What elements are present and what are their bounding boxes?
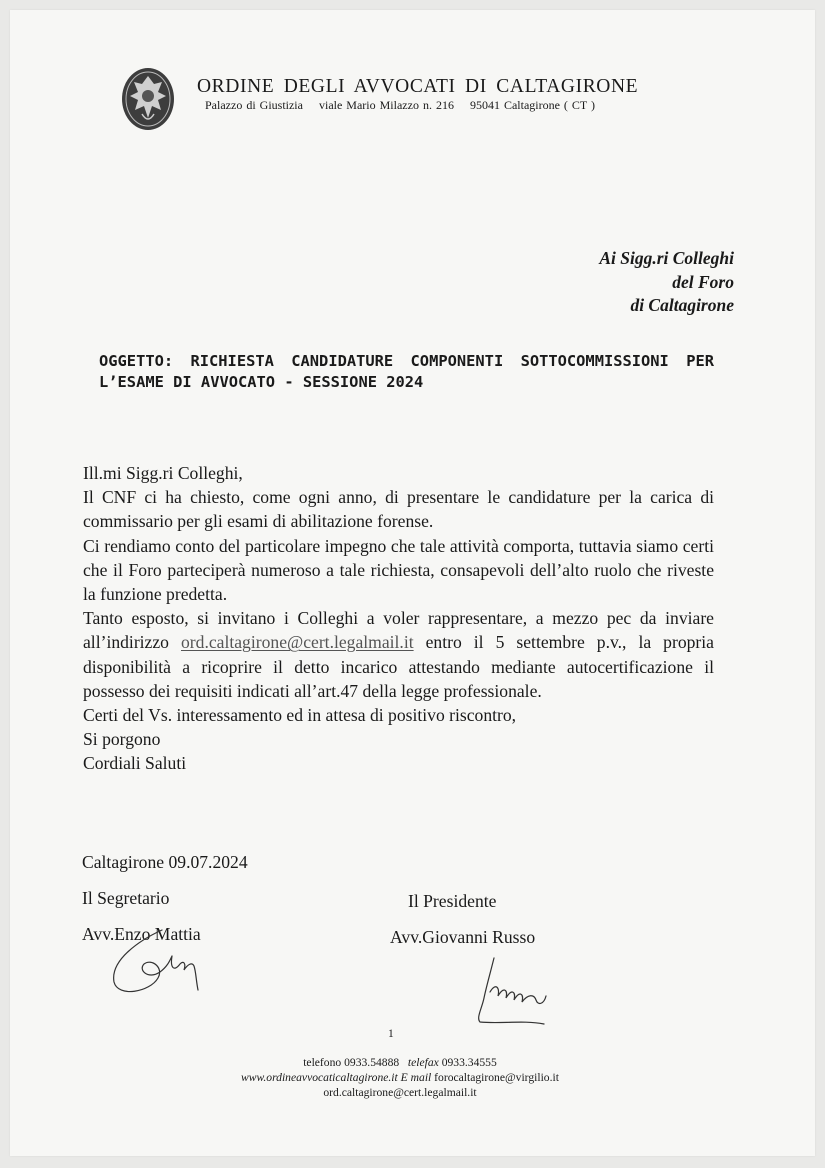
letter-body [83,461,714,776]
pec-email-link[interactable]: ord.caltagirone@cert.legalmail.it [181,632,414,653]
letter-date: Caltagirone 09.07.2024 [82,852,248,872]
recipient-line: di Caltagirone [630,295,734,315]
page-number: 1 [388,1028,394,1040]
footer-web-line [190,1070,610,1085]
organization-address [205,98,595,113]
president-signature-icon [460,952,570,1028]
organization-name: ORDINE DEGLI AVVOCATI DI CALTAGIRONE [197,76,639,97]
footer-pec-link[interactable]: ord.caltagirone@cert.legalmail.it [323,1086,477,1099]
address-street: viale Mario Milazzo n. 216 [318,98,454,112]
secretary-name: Avv.Enzo Mattia [82,924,201,944]
body-paragraph: Ci rendiamo conto del particolare impegno che tale attività comporta, tuttavia siamo certi che il Foro parteciperà numeroso a tale richiesta, consapevoli dell’alto ruolo che riveste la funzione predetta. [83,535,714,605]
email-label: E mail [400,1071,432,1084]
body-paragraph [83,606,714,703]
fax-label: telefax [407,1056,439,1069]
recipient-line: Ai Sigg.ri Colleghi [599,248,734,268]
paragraph-text: Tanto esposto, si invitano i Colleghi a voler rappresentare, a mezzo pec da inviare all’indirizzo [83,608,714,653]
phone-number: 0933.54888 [344,1056,400,1069]
letter-footer [190,1055,610,1100]
address-city: 95041 Caltagirone ( CT ) [469,98,596,112]
recipient-line: del Foro [672,271,734,292]
website-link[interactable]: www.ordineavvocaticaltagirone.it [241,1071,398,1084]
secretary-signature-icon [100,920,220,1000]
body-paragraph: Certi del Vs. interessamento ed in attesa di positivo riscontro, [83,705,517,726]
salutation: Ill.mi Sigg.ri Colleghi, [83,463,243,483]
footer-email-link[interactable]: forocaltagirone@virgilio.it [434,1071,559,1084]
fax-number: 0933.34555 [441,1056,497,1069]
address-building: Palazzo di Giustizia [205,98,303,112]
closing-line: Si porgono [83,729,161,750]
president-name: Avv.Giovanni Russo [390,927,536,947]
phone-label: telefono [303,1056,342,1069]
secretary-title: Il Segretario [82,888,170,908]
coat-of-arms-seal-icon [120,66,176,132]
body-paragraph: Il CNF ci ha chiesto, come ogni anno, di presentare le candidature per la carica di commissario per gli esami di abilitazione forense. [83,487,714,532]
paragraph-text: entro il 5 settembre p.v., la propria disponibilità a ricoprire il detto incarico attestando mediante autocertificazione il possesso dei requisiti indicati all’art.47 della legge professionale. [83,632,714,701]
footer-phone-line [190,1055,610,1070]
recipients-block [599,247,734,318]
president-title: Il Presidente [408,891,497,911]
letter-subject: OGGETTO: RICHIESTA CANDIDATURE COMPONENTI SOTTOCOMMISSIONI PER L’ESAME DI AVVOCATO - SESSIONE 2024 [99,352,714,391]
closing-line: Cordiali Saluti [83,753,187,774]
